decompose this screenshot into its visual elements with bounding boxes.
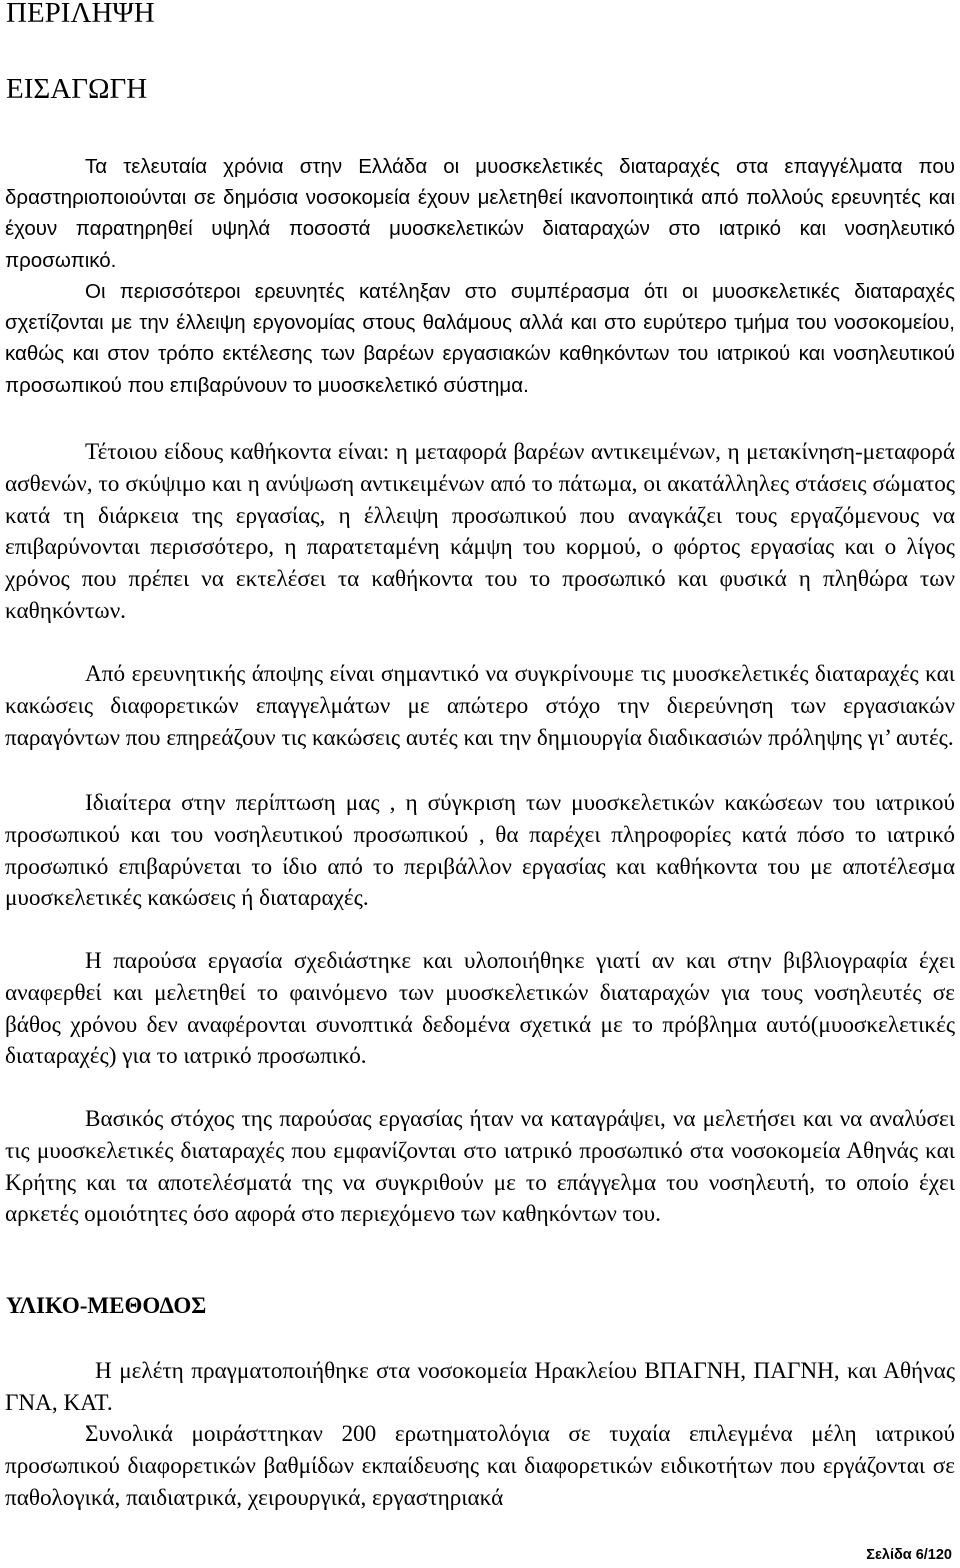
intro-paragraph-5: Ιδιαίτερα στην περίπτωση μας , η σύγκριση των μυοσκελετικών κακώσεων του ιατρικού προσωπικού και του νοσηλευτικού προσωπικού , θα παρέχει πληροφορίες κατά πόσο το ιατρικό προσωπικό επιβαρύνεται το ίδιο από το περιβάλλον εργασίας και καθήκοντα του με αποτέλεσμα μυοσκελετικές κακώσεις ή διαταραχές. — [5, 790, 955, 912]
methods-paragraph-2: Συνολικά μοιράσττηκαν 200 ερωτηματολόγια σε τυχαία επιλεγμένα μέλη ιατρικού προσωπικού διαφορετικών βαθμίδων εκπαίδευσης και διαφορετικών ειδικοτήτων που εργάζονται σε παθολογικά, παιδιατρικά, χειρουργικά, εργαστηριακά — [5, 1421, 955, 1511]
intro-paragraph-1: Τα τελευταία χρόνια στην Ελλάδα οι μυοσκελετικές διαταραχές στα επαγγέλματα που δραστηριοποιούνται σε δημόσια νοσοκομεία έχουν μελετηθεί ικανοποιητικά από πολλούς ερευνητές και έχουν παρατηρηθεί υψηλά ποσοστά μυοσκελετικών διαταραχών στο ιατρικό και νοσηλευτικό προσωπικό. — [5, 155, 955, 272]
page-title: ΠΕΡΙΛΗΨΗ — [6, 0, 155, 29]
intro-paragraph-2: Οι περισσότεροι ερευνητές κατέληξαν στο συμπέρασμα ότι οι μυοσκελετικές διαταραχές σχετίζονται με την έλλειψη εργονομίας στους θαλάμους αλλά και στο ευρύτερο τμήμα του νοσοκομείου, καθώς και στον τρόπο εκτέλεσης των βαρέων εργασιακών καθηκόντων του ιατρικού και νοσηλευτικού προσωπικού που επιβαρύνουν το μυοσκελετικό σύστημα. — [5, 280, 955, 397]
intro-paragraph-3: Τέτοιου είδους καθήκοντα είναι: η μεταφορά βαρέων αντικειμένων, η μετακίνηση-μεταφορά ασθενών, το σκύψιμο και η ανύψωση αντικειμένων από το πάτωμα, οι ακατάλληλες στάσεις σώματος κατά τη διάρκεια της εργασίας, η έλλειψη προσωπικού που αναγκάζει τους εργαζόμενους να επιβαρύνονται περισσότερο, η παρατεταμένη κάμψη του κορμού, ο φόρτος εργασίας και ο λίγος χρόνος που πρέπει να εκτελέσει τα καθήκοντα του το προσωπικό και φυσικά η πληθώρα των καθηκόντων. — [5, 439, 955, 624]
methods-paragraph-1: Η μελέτη πραγματοποιήθηκε στα νοσοκομεία Ηρακλείου ΒΠΑΓΝΗ, ΠΑΓΝΗ, και Αθήνας ΓΝΑ, ΚΑΤ. — [5, 1358, 955, 1416]
page-number: Σελίδα 6/120 — [866, 1547, 952, 1563]
intro-paragraph-4: Από ερευνητικής άποψης είναι σημαντικό να συγκρίνουμε τις μυοσκελετικές διαταραχές και κακώσεις διαφορετικών επαγγελμάτων με απώτερο στόχο την διερεύνηση των εργασιακών παραγόντων που επηρεάζουν τις κακώσεις αυτές και την δημιουργία διαδικασιών πρόληψης γι’ αυτές. — [5, 661, 955, 751]
intro-paragraph-6: Η παρούσα εργασία σχεδιάστηκε και υλοποιήθηκε γιατί αν και στην βιβλιογραφία έχει αναφερθεί και μελετηθεί το φαινόμενο των μυοσκελετικών διαταραχών για τους νοσηλευτές σε βάθος χρόνου δεν αναφέρονται συνοπτικά δεδομένα σχετικά με το πρόβλημα αυτό(μυοσκελετικές διαταραχές) για το ιατρικό προσωπικό. — [5, 948, 955, 1070]
methods-heading: ΥΛΙΚΟ-ΜΕΘΟΔΟΣ — [6, 1293, 207, 1318]
intro-paragraph-7: Βασικός στόχος της παρούσας εργασίας ήταν να καταγράψει, να μελετήσει και να αναλύσει τις μυοσκελετικές διαταραχές που εμφανίζονται στο ιατρικό προσωπικό στα νοσοκομεία Αθηνάς και Κρήτης και τα αποτελέσματά της να συγκριθούν με το επάγγελμα του νοσηλευτή, το οποίο έχει αρκετές ομοιότητες όσο αφορά στο περιεχόμενο των καθηκόντων του. — [5, 1106, 955, 1228]
introduction-heading: ΕΙΣΑΓΩΓΗ — [6, 73, 148, 105]
